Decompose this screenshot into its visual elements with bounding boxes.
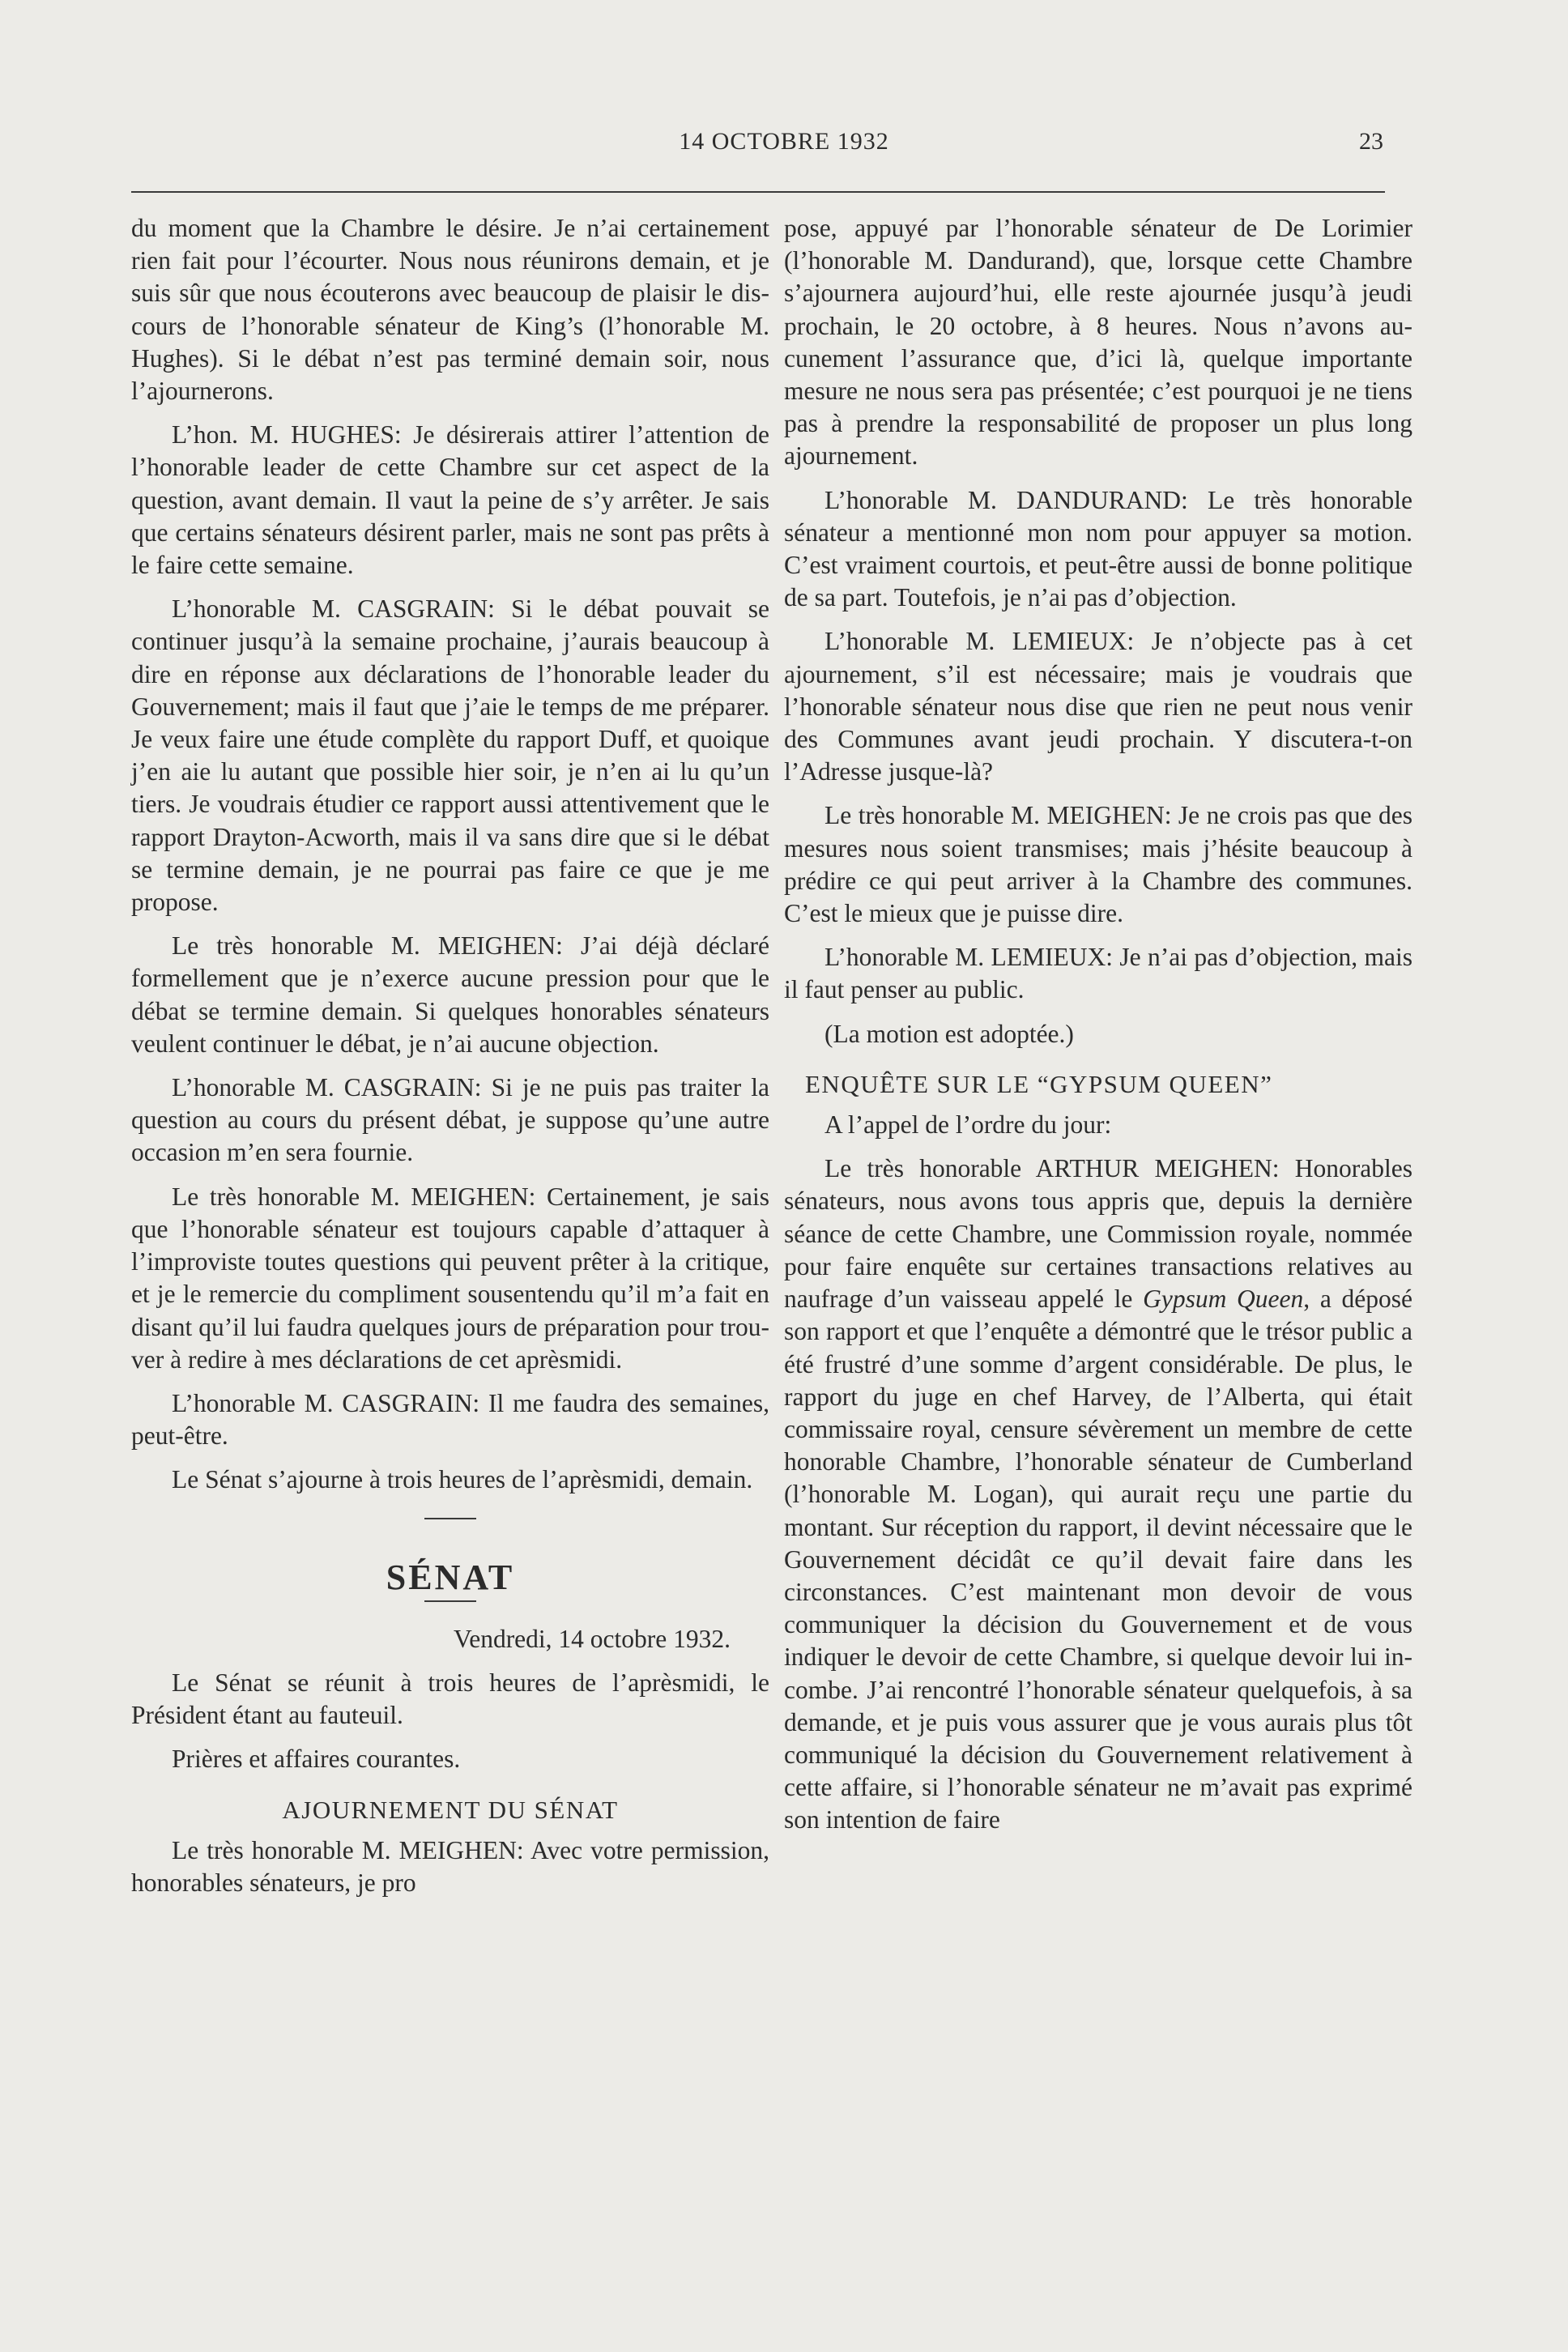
paragraph: du moment que la Chambre le désire. Je n’ai certainement rien fait pour l’écourter. Nous nous réunirons demain, et je suis sûr que nous écouterons avec beaucoup de plaisir le discours de l’honorable sénateur de King’s (l’honorable M. Hughes). Si le débat n’est pas terminé demain soir, nous l’ajournerons. [131,214,769,406]
paragraph: L’honorable M. CASGRAIN: Si le débat pouvait se continuer jusqu’à la semaine prochaine, j’aurais beaucoup à dire en réponse aux déclarations de l’honorable leader du Gouvernement; mais il faut que j’aie le temps de me préparer. Je veux faire une étude complète du rapport Duff, et quoique j’en aie lu autant que possible hier soir, je n’en ai lu qu’un tiers. Je voudrais étudier ce rapport aussi attentivement que le rapport Drayton-Acworth, mais il va sans dire que si le débat se termine demain, je ne pourrai pas faire ce que je me propose. [131,594,769,917]
paragraph: (La motion est adoptée.) [824,1019,1074,1048]
paragraph-text: , a déposé son rapport et que l’enquête a démontré que le trésor public a été frustré d’une somme d’argent considérable. De plus, le rapport du juge en chef Harvey, de l’Alberta, qui était commissaire royal, censure sévèrement un membre de cette honorable Chambre, l’honorable sénateur de Cumberland (l’honorable M. Logan), qui aurait reçu une partie du montant. Sur réception du rapport, il devint nécessaire que le Gouvernement décidât ce qu’il devait faire dans les circonstances. C’est maintenant mon devoir de vous communiquer la décision du Gouvernement et de vous indiquer le devoir de cette Chambre, si quelque devoir lui incombe. J’ai rencontré l’honorable sénateur quelquefois, à sa demande, et je puis vous assurer que je vous aurais plus tôt communiqué la décision du Gouvernement relativement à cette affaire, si l’honorable sénateur ne m’avait pas exprimé son intention de faire [784,1285,1412,1834]
paragraph [784,1153,1412,1836]
paragraph: Le très honorable M. MEIGHEN: Avec votre permission, honorables sénateurs, je pro [131,1835,769,1897]
header-date: 14 OCTOBRE 1932 [679,128,889,155]
paragraph: L’honorable M. DANDURAND: Le très honorable sénateur a mentionné mon nom pour appuyer sa motion. C’est vraiment courtois, et peut-être aussi de bonne politique de sa part. Toutefois, je n’ai pas d’objection. [784,485,1412,612]
paragraph: L’honorable M. LEMIEUX: Je n’objecte pas à cet ajournement, s’il est nécessaire; mais je voudrais que l’honorable sénateur nous dise que rien ne peut nous venir des Communes avant jeudi prochain. Y discutera-t-on l’Adresse jusque-là? [784,627,1412,786]
paragraph: pose, appuyé par l’honorable sénateur de De Lorimier (l’honorable M. Dandurand), que, lorsque cette Chambre s’ajournera aujourd’hui, elle reste ajournée jusqu’à jeudi prochain, le 20 octobre, à 8 heures. Nous n’avons aucunement l’assurance que, d’ici là, quelque importante mesure ne nous sera pas présentée; c’est pourquoi je ne tiens pas à prendre la responsabilité de proposer un plus long ajournement. [784,214,1412,471]
right-column [784,212,1412,1848]
sitting-date: Vendredi, 14 octobre 1932. [453,1624,731,1653]
header-rule [131,191,1385,193]
paragraph: Le très honorable M. MEIGHEN: J’ai déjà déclaré formellement que je n’exerce aucune pression pour que le débat se termine demain. Si quelques honorables sénateurs veulent continuer le débat, je n’ai aucune objection. [131,931,769,1058]
paragraph: Le très honorable M. MEIGHEN: Certainement, je sais que l’honorable sénateur est toujours capable d’attaquer à l’improviste toutes questions qui peuvent prêter à la critique, et je le remercie du compliment sousentendu qu’il m’a fait en disant qu’il lui faudra quelques jours de préparation pour trouver à redire à mes déclarations de cet aprèsmidi. [131,1182,769,1374]
paragraph-text: Le très honorable ARTHUR MEIGHEN: Honorables sénateurs, nous avons tous appris que, depuis la dernière séance de cette Chambre, une Commission royale, nommée pour faire enquête sur certaines transactions relatives au naufrage d’un vaisseau appelé le [784,1154,1412,1314]
section-divider [424,1600,476,1602]
ship-name: Gypsum Queen [1143,1285,1304,1314]
page-number: 23 [1359,128,1383,155]
section-subheading: AJOURNEMENT DU SÉNAT [282,1795,619,1824]
section-divider [424,1518,476,1519]
paragraph: Prières et affaires courantes. [172,1745,461,1774]
paragraph: Le Sénat s’ajourne à trois heures de l’aprèsmidi, demain. [172,1465,753,1494]
paragraph: Le très honorable M. MEIGHEN: Je ne crois pas que des mesures nous soient transmises; mais j’hésite beaucoup à prédire ce qui peut arriver à la Chambre des communes. C’est le mieux que je puisse dire. [784,801,1412,928]
paragraph: A l’appel de l’ordre du jour: [824,1110,1112,1140]
senat-heading: SÉNAT [386,1557,515,1597]
paragraph: L’honorable M. CASGRAIN: Si je ne puis pas traiter la question au cours du présent débat, je suppose qu’une autre occasion m’en sera fournie. [131,1073,769,1167]
paragraph: L’hon. M. HUGHES: Je désirerais attirer l’attention de l’honorable leader de cette Chambre sur cet aspect de la question, avant demain. Il vaut la peine de s’y arrêter. Je sais que certains sénateurs désirent parler, mais ne sont pas prêts à le faire cette semaine. [131,420,769,580]
section-subheading: ENQUÊTE SUR LE “GYPSUM QUEEN” [805,1069,1273,1098]
paragraph: L’honorable M. CASGRAIN: Il me faudra des semaines, peut-être. [131,1388,769,1451]
paragraph: L’honorable M. LEMIEUX: Je n’ai pas d’objection, mais il faut penser au public. [784,943,1412,1004]
running-header [0,128,1568,164]
left-column [131,212,769,1911]
paragraph: Le Sénat se réunit à trois heures de l’aprèsmidi, le Président étant au fauteuil. [131,1668,769,1730]
